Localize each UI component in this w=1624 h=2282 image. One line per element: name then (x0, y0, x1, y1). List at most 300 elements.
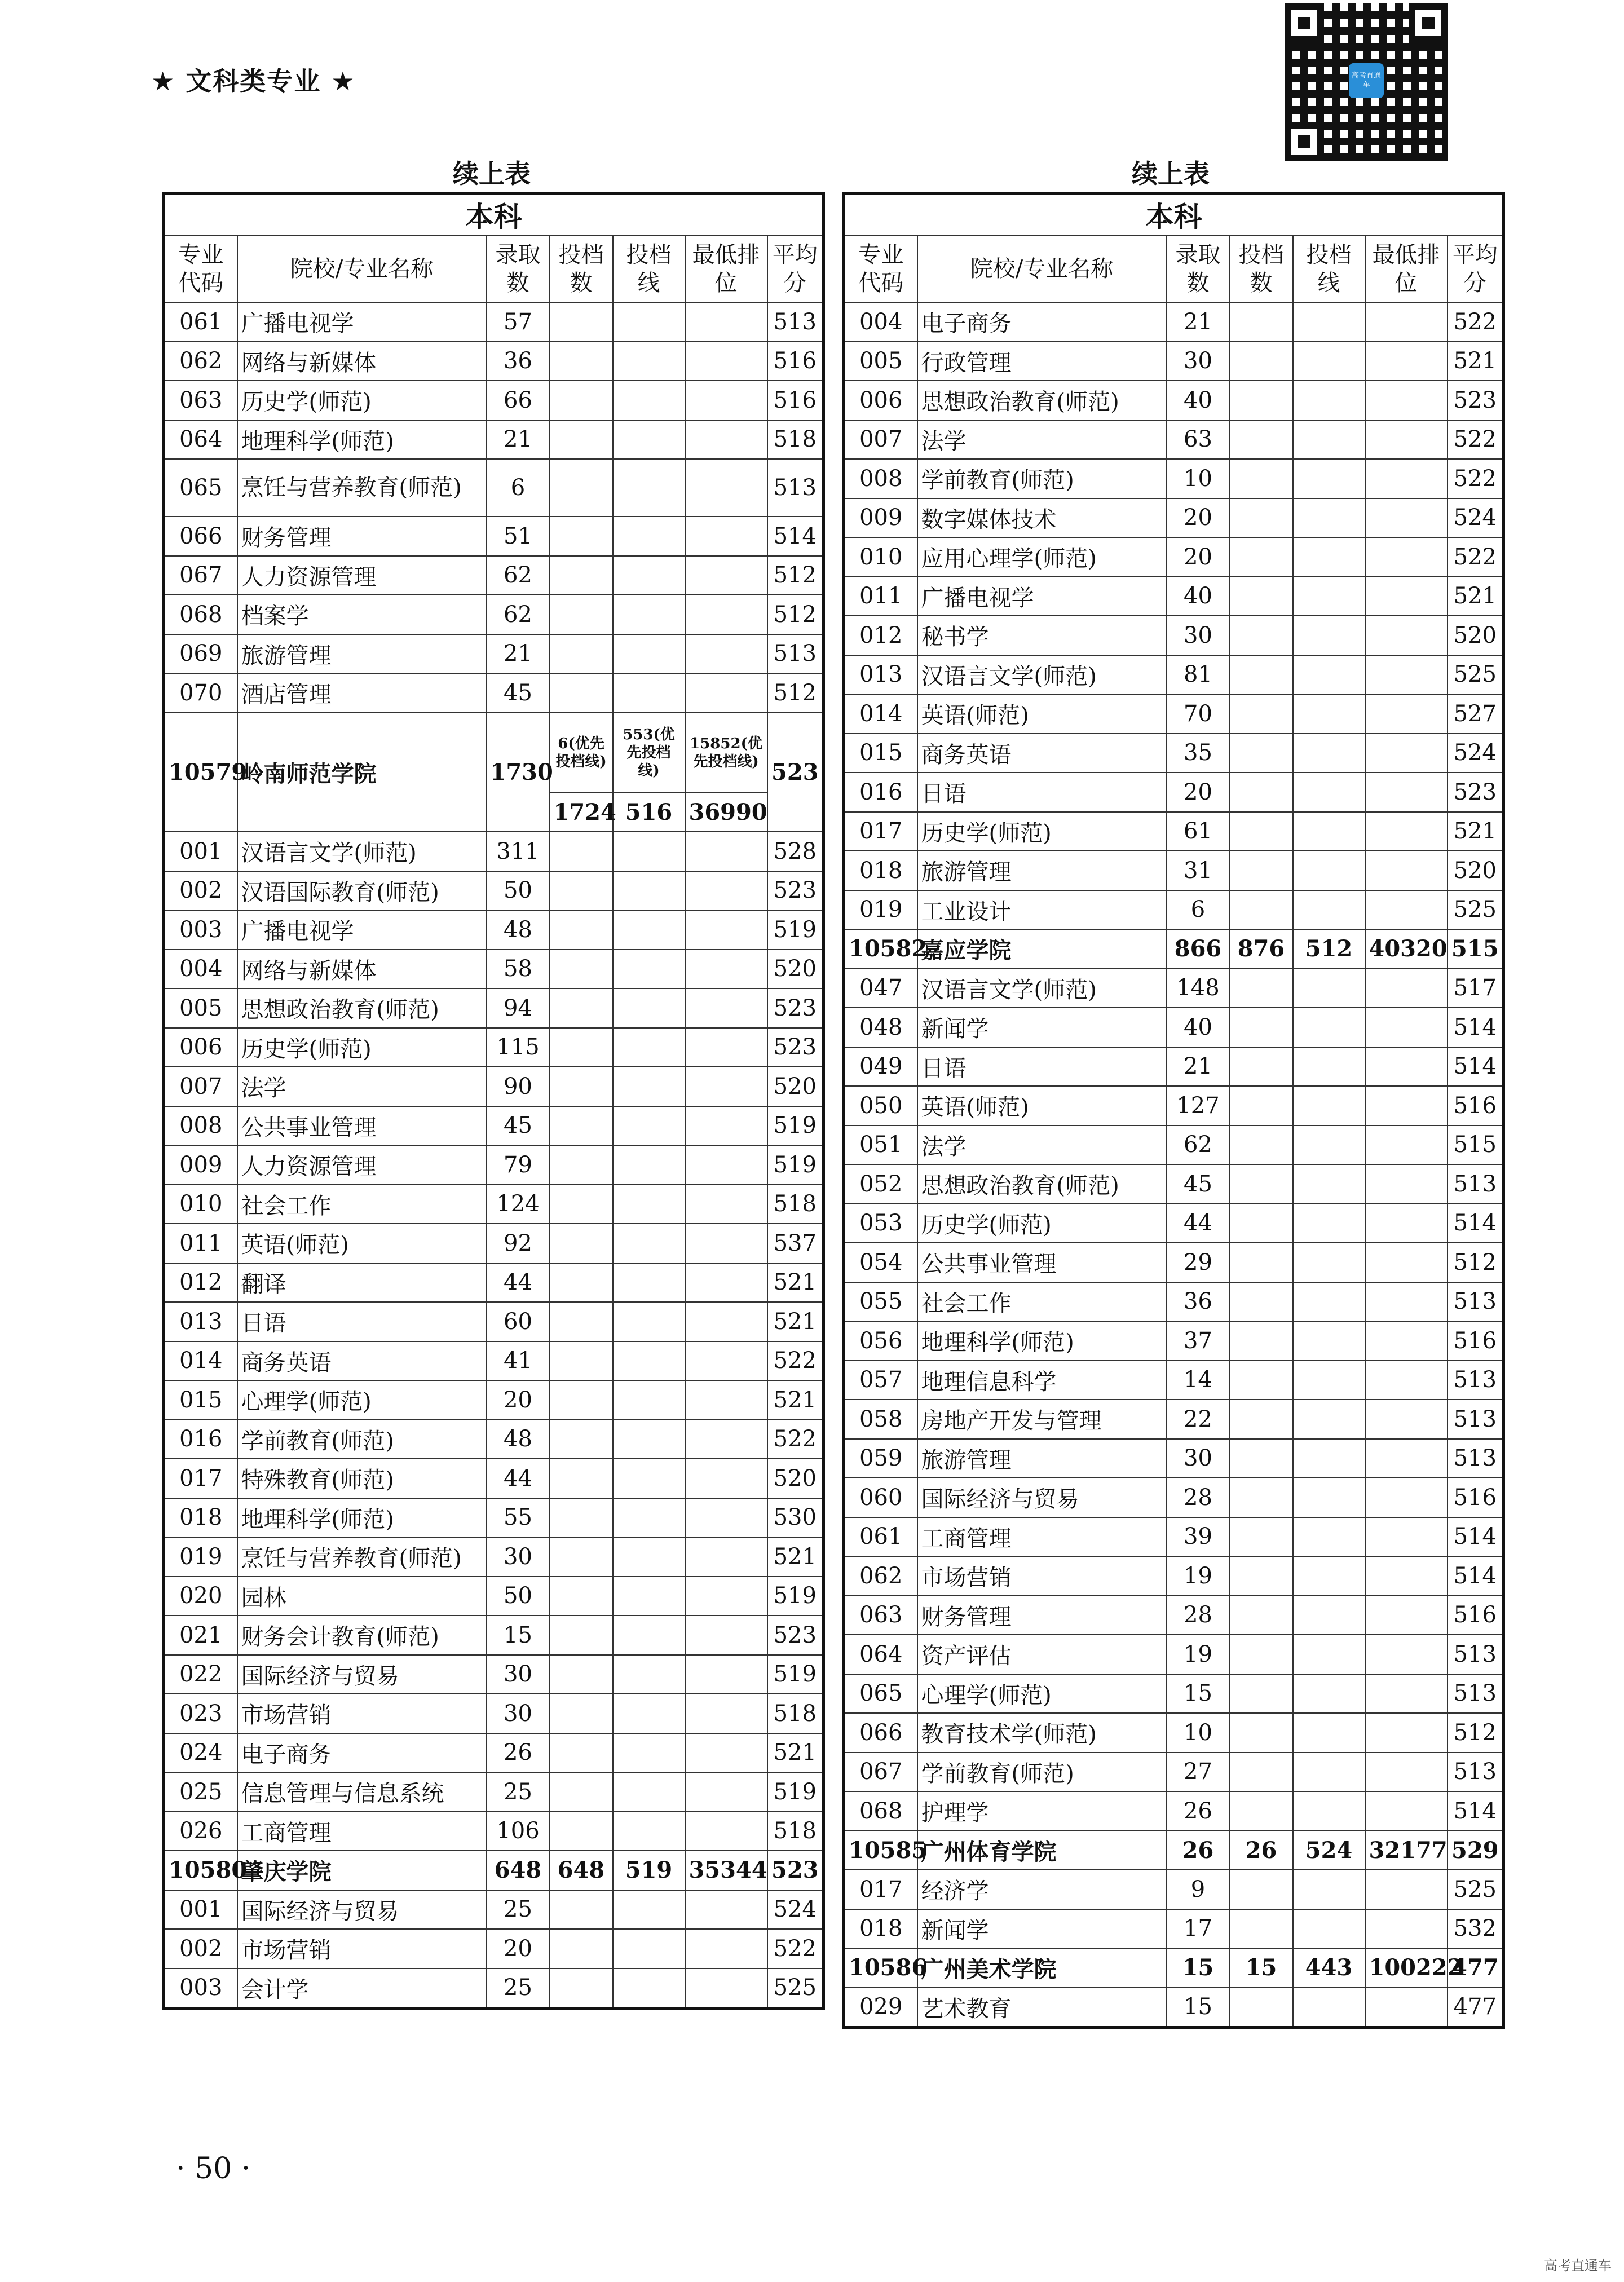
min-rank (685, 910, 767, 950)
major-row (844, 342, 1504, 381)
filed-count (1230, 1753, 1293, 1792)
major-code: 10585 (844, 1831, 917, 1870)
avg-score: 523 (767, 871, 824, 911)
avg-score: 521 (1448, 577, 1504, 616)
major-code: 001 (164, 1890, 237, 1930)
filed-count (1230, 1204, 1293, 1243)
major-row (844, 616, 1504, 655)
major-name: 思想政治教育(师范) (237, 988, 487, 1028)
major-row (164, 832, 824, 871)
column-header: 投档线 (613, 236, 685, 302)
filed-count (550, 1028, 613, 1067)
major-row (844, 1909, 1504, 1949)
major-name: 财务会计教育(师范) (237, 1616, 487, 1655)
major-name: 英语(师范) (237, 1224, 487, 1263)
major-code: 013 (164, 1302, 237, 1341)
avg-score: 513 (767, 302, 824, 342)
major-row (844, 1164, 1504, 1204)
avg-score: 513 (1448, 1439, 1504, 1478)
avg-score: 523 (1448, 381, 1504, 420)
filing-line (1293, 1596, 1365, 1635)
filing-line (613, 1812, 685, 1851)
priority-min-rank: 15852(优先投档线) (685, 713, 767, 793)
major-row (164, 1341, 824, 1381)
admit-count: 28 (1167, 1596, 1230, 1635)
filing-line (1293, 1321, 1365, 1361)
admit-count: 20 (1167, 773, 1230, 812)
min-rank (685, 1733, 767, 1773)
major-code: 012 (164, 1263, 237, 1303)
filing-line (1293, 577, 1365, 616)
major-row (844, 1361, 1504, 1400)
major-name: 地理科学(师范) (237, 420, 487, 460)
min-rank (1365, 1321, 1448, 1361)
filing-line (1293, 1791, 1365, 1831)
major-row (164, 871, 824, 911)
min-rank: 36990 (685, 793, 767, 832)
major-name: 数字媒体技术 (917, 498, 1167, 538)
major-code: 025 (164, 1772, 237, 1812)
avg-score: 524 (1448, 734, 1504, 773)
filing-line (613, 1067, 685, 1106)
major-name: 广播电视学 (917, 577, 1167, 616)
major-row (844, 1204, 1504, 1243)
filing-line (613, 1616, 685, 1655)
admit-count: 50 (487, 871, 550, 911)
min-rank (685, 1106, 767, 1146)
avg-score: 513 (1448, 1361, 1504, 1400)
admit-count: 148 (1167, 969, 1230, 1008)
admit-count: 26 (1167, 1791, 1230, 1831)
avg-score: 519 (767, 910, 824, 950)
major-name: 汉语言文学(师范) (237, 832, 487, 871)
filing-line (1293, 969, 1365, 1008)
major-name: 日语 (237, 1302, 487, 1341)
avg-score: 520 (1448, 616, 1504, 655)
major-code: 018 (164, 1498, 237, 1538)
major-code: 014 (164, 1341, 237, 1381)
major-code: 059 (844, 1439, 917, 1478)
major-name: 广州体育学院 (917, 1831, 1167, 1870)
min-rank (685, 459, 767, 517)
major-code: 064 (844, 1635, 917, 1674)
major-code: 053 (844, 1204, 917, 1243)
filing-line (613, 302, 685, 342)
major-name: 电子商务 (917, 302, 1167, 342)
filed-count (1230, 1478, 1293, 1517)
major-row (844, 851, 1504, 890)
avg-score: 514 (1448, 1556, 1504, 1596)
avg-score: 527 (1448, 694, 1504, 734)
filed-count: 876 (1230, 929, 1293, 969)
filed-count (1230, 1008, 1293, 1047)
filed-count (1230, 851, 1293, 890)
filed-count (1230, 1791, 1293, 1831)
filing-line (613, 556, 685, 595)
avg-score: 517 (1448, 969, 1504, 1008)
admit-count: 30 (1167, 616, 1230, 655)
min-rank: 40320 (1365, 929, 1448, 969)
major-row (844, 1596, 1504, 1635)
column-header: 投档数 (550, 236, 613, 302)
avg-score: 521 (767, 1263, 824, 1303)
major-code: 060 (844, 1478, 917, 1517)
min-rank (685, 1537, 767, 1577)
admit-count: 66 (487, 381, 550, 420)
admit-count: 39 (1167, 1517, 1230, 1557)
major-name: 历史学(师范) (917, 812, 1167, 851)
major-code: 048 (844, 1008, 917, 1047)
major-row (844, 969, 1504, 1008)
major-name: 汉语国际教育(师范) (237, 871, 487, 911)
avg-score: 512 (767, 673, 824, 713)
avg-score: 513 (767, 634, 824, 674)
major-name: 秘书学 (917, 616, 1167, 655)
major-row (164, 1459, 824, 1498)
min-rank (1365, 420, 1448, 460)
filed-count (550, 673, 613, 713)
major-code: 004 (164, 950, 237, 989)
admit-count: 10 (1167, 459, 1230, 498)
major-row (164, 1302, 824, 1341)
filing-line (613, 1224, 685, 1263)
major-row (164, 1145, 824, 1185)
avg-score: 518 (767, 1694, 824, 1733)
major-name: 嘉应学院 (917, 929, 1167, 969)
column-header: 投档数 (1230, 236, 1293, 302)
filing-line (1293, 1439, 1365, 1478)
major-code: 067 (164, 556, 237, 595)
filing-line (613, 1733, 685, 1773)
min-rank (1365, 577, 1448, 616)
admit-count: 21 (487, 420, 550, 460)
major-code: 015 (164, 1380, 237, 1420)
avg-score: 521 (767, 1537, 824, 1577)
filing-line (613, 1537, 685, 1577)
min-rank (1365, 773, 1448, 812)
major-row (164, 1655, 824, 1694)
filed-count (550, 1106, 613, 1146)
avg-score: 512 (1448, 1713, 1504, 1753)
filing-line (613, 1694, 685, 1733)
min-rank (1365, 1243, 1448, 1282)
admit-count: 26 (487, 1733, 550, 1773)
major-name: 广播电视学 (237, 910, 487, 950)
major-code: 10580 (164, 1851, 237, 1890)
major-row (844, 302, 1504, 342)
qr-badge: 高考直通车 (1349, 63, 1384, 98)
filed-count (1230, 1596, 1293, 1635)
admit-count: 30 (487, 1694, 550, 1733)
filing-line (613, 1968, 685, 2009)
avg-score: 512 (1448, 1243, 1504, 1282)
min-rank (685, 556, 767, 595)
admit-count: 124 (487, 1185, 550, 1224)
min-rank (685, 1616, 767, 1655)
admit-count: 55 (487, 1498, 550, 1538)
major-name: 国际经济与贸易 (917, 1478, 1167, 1517)
avg-score: 520 (767, 1459, 824, 1498)
filing-line (1293, 1008, 1365, 1047)
major-name: 旅游管理 (237, 634, 487, 674)
major-name: 广播电视学 (237, 302, 487, 342)
filing-line (1293, 1909, 1365, 1949)
min-rank (685, 1498, 767, 1538)
min-rank (1365, 851, 1448, 890)
admit-count: 9 (1167, 1870, 1230, 1909)
min-rank (1365, 812, 1448, 851)
filed-count (1230, 1047, 1293, 1087)
avg-score: 524 (767, 1890, 824, 1930)
min-rank (685, 381, 767, 420)
admit-count: 81 (1167, 655, 1230, 695)
filed-count (550, 517, 613, 556)
min-rank (1365, 1047, 1448, 1087)
filing-line (1293, 1361, 1365, 1400)
major-row (164, 1733, 824, 1773)
major-name: 汉语言文学(师范) (917, 655, 1167, 695)
major-row (164, 1772, 824, 1812)
major-row (164, 1420, 824, 1459)
major-code: 065 (844, 1674, 917, 1714)
admit-count: 94 (487, 988, 550, 1028)
filed-count (1230, 1674, 1293, 1714)
major-code: 070 (164, 673, 237, 713)
filed-count (1230, 616, 1293, 655)
filing-line (613, 1890, 685, 1930)
major-name: 财务管理 (237, 517, 487, 556)
min-rank (685, 871, 767, 911)
avg-score: 513 (1448, 1635, 1504, 1674)
avg-score: 519 (767, 1772, 824, 1812)
filing-line (613, 1772, 685, 1812)
filing-line: 443 (1293, 1948, 1365, 1988)
school-row (164, 1851, 824, 1890)
avg-score: 521 (767, 1733, 824, 1773)
major-name: 新闻学 (917, 1909, 1167, 1949)
filed-count: 15 (1230, 1948, 1293, 1988)
major-name: 思想政治教育(师范) (917, 1164, 1167, 1204)
avg-score: 521 (1448, 342, 1504, 381)
major-row (844, 381, 1504, 420)
min-rank (685, 988, 767, 1028)
avg-score: 537 (767, 1224, 824, 1263)
major-row (164, 673, 824, 713)
major-row (164, 1537, 824, 1577)
admit-count: 45 (487, 673, 550, 713)
major-name: 网络与新媒体 (237, 342, 487, 381)
filed-count (550, 595, 613, 634)
major-name: 旅游管理 (917, 851, 1167, 890)
major-code: 049 (844, 1047, 917, 1087)
priority-filed-count: 6(优先投档线) (550, 713, 613, 793)
major-row (844, 1556, 1504, 1596)
admit-count: 36 (487, 342, 550, 381)
filing-line (613, 459, 685, 517)
filed-count (550, 1537, 613, 1577)
filed-count (550, 556, 613, 595)
admit-count: 127 (1167, 1086, 1230, 1125)
major-row (164, 910, 824, 950)
major-name: 公共事业管理 (237, 1106, 487, 1146)
filing-line (1293, 616, 1365, 655)
major-row (844, 1988, 1504, 2028)
avg-score: 512 (767, 556, 824, 595)
major-name: 肇庆学院 (237, 1851, 487, 1890)
avg-score: 525 (767, 1968, 824, 2009)
min-rank (1365, 1753, 1448, 1792)
major-name: 社会工作 (237, 1185, 487, 1224)
major-row (164, 950, 824, 989)
priority-filing-line: 553(优先投档线) (613, 713, 685, 793)
major-name: 历史学(师范) (917, 1204, 1167, 1243)
min-rank (685, 342, 767, 381)
filing-line (613, 1302, 685, 1341)
filing-line (613, 1498, 685, 1538)
right-table-caption: 续上表 (1132, 158, 1210, 189)
filed-count (1230, 1556, 1293, 1596)
filed-count (550, 381, 613, 420)
major-code: 057 (844, 1361, 917, 1400)
major-code: 009 (844, 498, 917, 538)
watermark-text: 高考直通车 (1544, 2258, 1612, 2274)
filing-line (1293, 1125, 1365, 1165)
major-name: 日语 (917, 1047, 1167, 1087)
filing-line (1293, 537, 1365, 577)
admit-count: 29 (1167, 1243, 1230, 1282)
admit-count: 21 (1167, 1047, 1230, 1087)
min-rank (1365, 655, 1448, 695)
major-row (164, 1577, 824, 1616)
major-row (844, 1870, 1504, 1909)
filing-line (1293, 459, 1365, 498)
major-row (164, 595, 824, 634)
filing-line (1293, 851, 1365, 890)
filed-count (550, 1185, 613, 1224)
major-code: 001 (164, 832, 237, 871)
admit-count: 25 (487, 1772, 550, 1812)
filed-count (550, 1929, 613, 1968)
admit-count: 115 (487, 1028, 550, 1067)
major-row (844, 694, 1504, 734)
min-rank (685, 1224, 767, 1263)
filed-count (550, 1498, 613, 1538)
avg-score: 513 (1448, 1753, 1504, 1792)
major-code: 050 (844, 1086, 917, 1125)
major-code: 054 (844, 1243, 917, 1282)
major-row (164, 517, 824, 556)
admit-count: 22 (1167, 1400, 1230, 1439)
avg-score: 513 (1448, 1164, 1504, 1204)
major-name: 翻译 (237, 1263, 487, 1303)
major-code: 011 (164, 1224, 237, 1263)
filed-count (550, 1812, 613, 1851)
filing-line (1293, 1282, 1365, 1322)
major-row (844, 1478, 1504, 1517)
major-row (164, 1263, 824, 1303)
filing-line (1293, 302, 1365, 342)
major-row (164, 420, 824, 460)
major-code: 002 (164, 871, 237, 911)
filed-count (1230, 381, 1293, 420)
avg-score: 513 (1448, 1674, 1504, 1714)
avg-score: 519 (767, 1655, 824, 1694)
major-row (164, 459, 824, 517)
major-row (844, 1125, 1504, 1165)
major-code: 008 (164, 1106, 237, 1146)
filing-line (1293, 773, 1365, 812)
major-row (844, 498, 1504, 538)
min-rank (685, 950, 767, 989)
filed-count (1230, 420, 1293, 460)
major-name: 法学 (917, 1125, 1167, 1165)
filed-count (1230, 655, 1293, 695)
major-name: 商务英语 (237, 1341, 487, 1381)
major-row (164, 381, 824, 420)
avg-score: 522 (1448, 302, 1504, 342)
major-code: 011 (844, 577, 917, 616)
column-header: 录取数 (487, 236, 550, 302)
filed-count (550, 1224, 613, 1263)
admit-count: 27 (1167, 1753, 1230, 1792)
filing-line (613, 1420, 685, 1459)
min-rank (685, 1420, 767, 1459)
major-code: 061 (844, 1517, 917, 1557)
major-name: 市场营销 (237, 1694, 487, 1733)
major-code: 019 (164, 1537, 237, 1577)
filed-count (1230, 1439, 1293, 1478)
major-name: 房地产开发与管理 (917, 1400, 1167, 1439)
major-name: 广州美术学院 (917, 1948, 1167, 1988)
major-row (844, 1086, 1504, 1125)
major-code: 068 (844, 1791, 917, 1831)
major-code: 052 (844, 1164, 917, 1204)
filing-line (1293, 1086, 1365, 1125)
avg-score: 515 (1448, 1125, 1504, 1165)
avg-score: 523 (767, 1851, 824, 1890)
school-row (164, 713, 824, 793)
major-row (844, 734, 1504, 773)
min-rank (685, 302, 767, 342)
min-rank (685, 1263, 767, 1303)
filing-line (1293, 342, 1365, 381)
admit-count: 30 (487, 1655, 550, 1694)
admit-count: 58 (487, 950, 550, 989)
filing-line (1293, 381, 1365, 420)
filed-count (1230, 537, 1293, 577)
min-rank (1365, 1164, 1448, 1204)
avg-score: 522 (767, 1929, 824, 1968)
major-code: 010 (844, 537, 917, 577)
min-rank: 100222 (1365, 1948, 1448, 1988)
major-name: 学前教育(师范) (917, 1753, 1167, 1792)
filed-count (550, 1341, 613, 1381)
filed-count (1230, 498, 1293, 538)
filing-line (613, 381, 685, 420)
filed-count (550, 1302, 613, 1341)
admit-count: 44 (487, 1459, 550, 1498)
major-code: 022 (164, 1655, 237, 1694)
min-rank (685, 1929, 767, 1968)
major-name: 特殊教育(师范) (237, 1459, 487, 1498)
band-label: 本科 (164, 193, 824, 236)
filed-count (1230, 1517, 1293, 1557)
admit-count: 311 (487, 832, 550, 871)
admit-count: 40 (1167, 1008, 1230, 1047)
filed-count (550, 1263, 613, 1303)
column-header: 专业代码 (844, 236, 917, 302)
filing-line (1293, 420, 1365, 460)
